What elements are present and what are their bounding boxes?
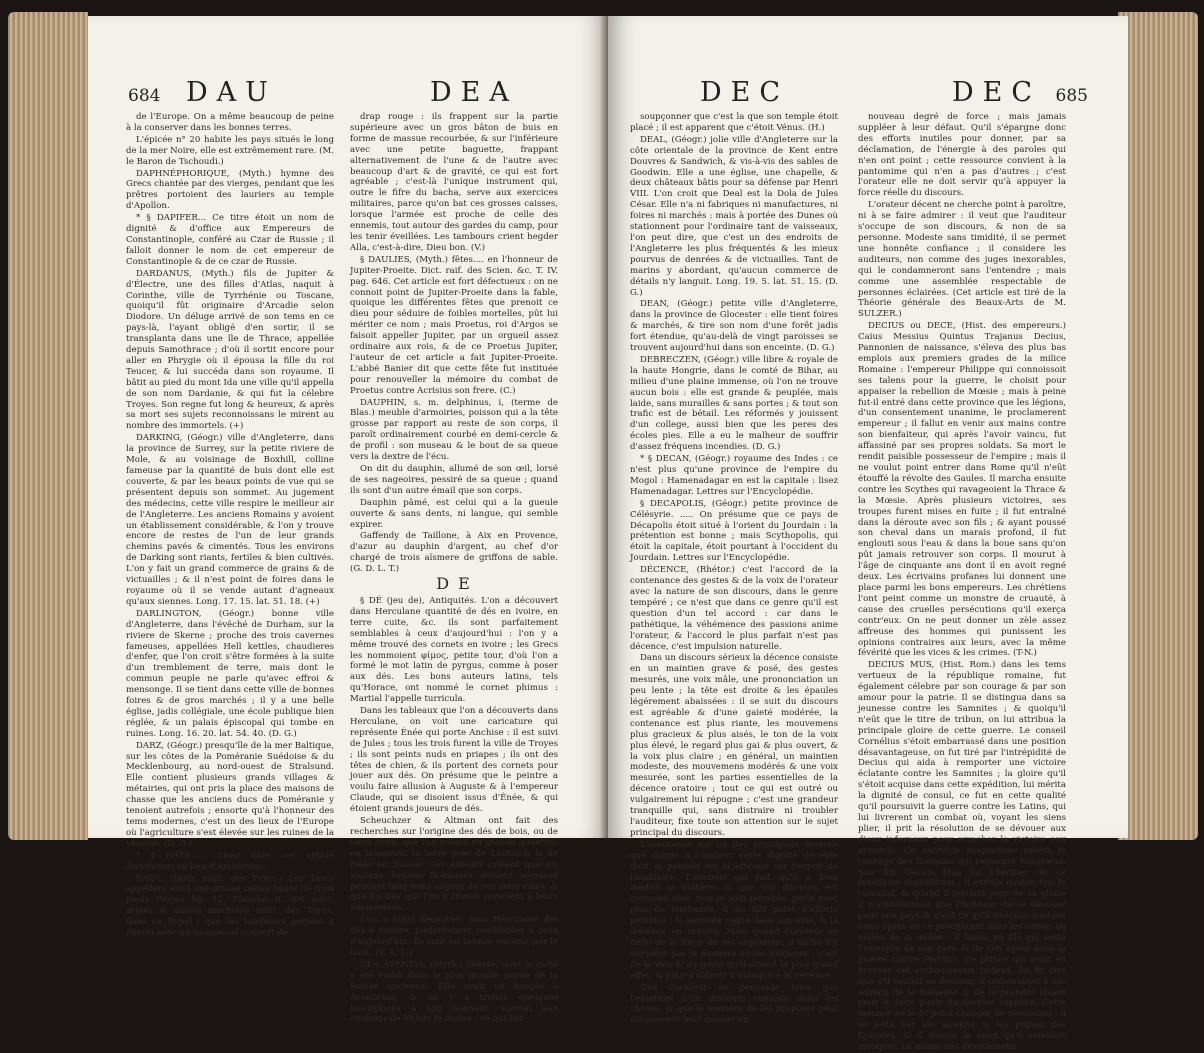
entry-paragraph: DARZ, (Géogr.) presqu'île de la mer Baltique, sur les côtes de la Poméranie Suédoise & du Mecklenbourg, au nord-ouest de Stralsund. Elle contient plusieurs grands villages & métairies, qui ont pris la place des maisons de chasse que les anciens ducs de Poméranie y tenoient autrefois ; ensorte qu'à l'honneur des tems modernes, c'est un des lieux de l'Europe où l'agriculture s'est élevée sur les ruines de la vénerie. (D. G.) — [126, 740, 334, 849]
entry-paragraph: DEAN, (Géogr.) petite ville d'Angleterre, dans la province de Glocester : elle tient foires & marchés, & tire son nom d'une forêt jadis fort étendue, qu'au-delà de vingt paroisses se trouvent aujourd'hui dans son enceinte. (D. G.) — [630, 299, 838, 354]
left-page-number: 684 — [128, 86, 161, 106]
entry-paragraph: * § DAPIFER... Ce titre étoit un nom de dignité & d'office aux Empereurs de Constantinople, conféré au Czar de Russie ; il falloit donner le nom de cet empereur de Constantinople & de ce czar de Russie. — [126, 213, 334, 267]
left-column-a — [126, 112, 334, 939]
open-book — [8, 6, 1198, 1053]
entry-paragraph: DARLINGTON, (Géogr.) bonne ville d'Angleterre, dans l'évêché de Durham, sur la riviere de Skerne ; proche des trois cavernes fameuses, appellées Hell kettles, chaudieres d'enfer, que l'on croit s'être formées à la suite d'un tremblement de terre, mais dont le commun peuple ne parle qu'avec effroi & mensonge. Il se tient dans cette ville de bonnes foires & de gros marchés ; il y a une belle église, jadis collégiale, une école publique bien réglée, & un palais épiscopal qui tombe en ruines. Long. 16. 20. lat. 54. 40. (D. G.) — [126, 608, 334, 739]
entry-paragraph: L'on a aussi découvert dans Herculane des dés à coudre, parfaitement semblables à ceux d'aujourd'hui, ils sont en bronze ouverts par le bout. (V. A. L.) — [350, 915, 558, 958]
entry-paragraph: drap rouge : ils frappent sur la partie supérieure avec un gros bâton de buis en forme de massue recourbée, & sur l'inférieure avec une petite baguette, frappant alternativement de l'une & de l'autre avec beaucoup d'art & de gravité, ce qui est fort agréable ; c'est-là l'unique instrument qui, outre le fifre du bacha, serve aux exercices militaires, parce qu'on bat ces grosses caisses, lorsque l'armée est proche de celle des ennemis, tout autour des gardes du camp, pour les tenir éveillées. Les tambours crient hegder Alla, c'est-à-dire, Dieu bon. (V.) — [350, 112, 558, 253]
left-running-head — [128, 68, 578, 108]
entry-paragraph: Scheuchzer & Altman ont fait des recherches sur l'origine des dés de bois, ou de terre cuite, que l'on trouve en grande quantité, en labourant la terre près de Lentzach & de Bade en Suisse. Ces auteurs croient que les anciens légions Romaines avoient séjourné pendant long-tems auprès de ces deux villes, & que les dés que l'on y trouve servoient à leurs amusemens. — [350, 816, 558, 914]
entry-paragraph: DEBRECZEN, (Géogr.) ville libre & royale de la haute Hongrie, dans le comté de Bihar, au milieu d'une plaine immense, où l'on ne trouve aucun bois : elle est grande & peuplée, mais laide, sans murailles & sans portes ; & tout son trafic est de bétail. Les réformés y jouissent d'un college, aussi bien que les peres des écoles pies. Elle a eu le malheur de souffrir d'assez fréquens incendies. (D. G.) — [630, 354, 838, 453]
section-heading-d: D E — [436, 574, 472, 594]
right-headword-2: DEC — [952, 77, 1042, 108]
entry-paragraph: Dans les tableaux que l'on a découverts dans Herculane, on voit une caricature qui représente Énée qui porte Anchise : il est suivi de Jules ; tous les trois furent la ville de Troyes ; ils sont peints nuds en priapes ; ils ont des têtes de chien, & ils portent des cornets pour jouer aux dés. On présume que le peintre a voulu faire allusion à Auguste & à l'empereur Claude, qui se disoient issus d'Énée, & qui étoient grands joueurs de dés. — [350, 706, 558, 815]
left-fore-edge — [8, 12, 88, 840]
entry-paragraph: Dans un discours sérieux la décence consiste en un maintien grave & posé, des gestes mesurés, une voix mâle, une prononciation un peu lente ; la tête est droite & les épaules légérement abaissées : il se suit du discours est agréable & d'une gaieté modérée, la contenance est plus riante, les mouvemens plus gracieux & plus aisés, le ton de la voix plus élevé, le regard plus gai & plus ouvert, & la voix plus claire ; en général, un maintien modeste, des mouvemens modérés & une voix mesurée, sont les parties essentielles de la décence oratoire ; tout ce qui est outré ou vulgairement lui répugne ; c'est une grandeur tranquille qui, sans distraire ni troubler l'auditeur, fixe toute son attention sur le sujet principal du discours. — [630, 653, 838, 838]
entry-paragraph: § DÉ (jeu de), Antiquités. L'on a découvert dans Herculane quantité de dés en ivoire, en terre cuite, &c. ils sont parfaitement semblables à ceux d'aujourd'hui : l'on y a même trouvé des cornets en ivoire ; les Grecs les nommoient φίμος, petite tour, d'où l'on a formé le mot latin de pyrgus, comme à poser aux dés. Les bons auteurs latins, tels qu'Horace, ont nommé le cornet phimus : Martial l'appelle turricula. — [350, 595, 558, 705]
entry-paragraph: § DECAPOLIS, (Géogr.) petite province de Célésyrie. ..... On présume que ce pays de Décapolis étoit situé à l'orient du Jourdain : la prétention est bonne ; mais Scythopolis, qui étoit la capitale, étoit pourtant à l'occident du Jourdain. Lettres sur l'Encyclopédie. — [630, 498, 838, 564]
entry-paragraph: Gaffendy de Taillone, à Aix en Provence, d'azur au dauphin d'argent, au chef d'or chargé de trois aïsmere de griffons de sable. (G. D. L. T.) — [350, 531, 558, 575]
right-page — [608, 16, 1128, 1053]
left-headword-1: DAU — [186, 77, 277, 108]
entry-paragraph: DARKING, (Géogr.) ville d'Angleterre, dans la province de Surrey, sur la petite riviere de Mole, & au voisinage de Boxhill, colline fameuse par la quantité de buis dont elle est couverte, & par les beaux points de vue qui se présentent depuis son sommet. Au jugement des médecins, cette ville respire le meilleur air de l'Angleterre. Les anciens Romains y avoient un établissement considérable, & l'on y trouve encore de restes de l'un de leur grands chemins pavés & cimentés. Tous les environs de Darking sont riants, fertiles & bien cultivés. L'on y fait un grand commerce de grains & de victuailles ; & il n'est point de foires dans le royaume où il se vende autant d'agneaux qu'aux siennes. Long. 17. 15. lat. 51. 18. (+) — [126, 433, 334, 607]
entry-paragraph: DEAL, (Géogr.) jolie ville d'Angleterre sur la côte orientale de la province de Kent entre Douvres & Sandwich, & vis-à-vis des sables de Goodwin. Elle a une église, une chapelle, & deux châteaux bâtis pour sa défense par Henri VIII. L'on croit que Deal est la Dola de Jules César. Elle n'a ni fabriques ni manufactures, ni foires ni marchés : mais à portée des Dunes où stationnent pour l'ordinaire tant de vaisseaux, l'on peut dire, que c'est un des endroits de l'Angleterre les plus fréquentés & les mieux pourvus de denrées & de victuailles. Tant de marins y abordant, qu'aucun commerce de détails n'y languit. Long. 19. 5. lat. 51. 15. (D. G.) — [630, 134, 838, 298]
left-column-b — [350, 112, 558, 1025]
right-column-b — [858, 112, 1066, 1053]
right-fore-edge — [1118, 12, 1198, 840]
entry-paragraph: On dit du dauphin, allumé de son œil, lorsé de ses nageoires, pessiré de sa queue ; quand ils sont d'un autre émail que son corps. — [350, 464, 558, 496]
right-running-head — [630, 68, 1088, 108]
entry-paragraph: § DAULIES, (Myth.) fêtes.... en l'honneur de Jupiter-Proeite. Dict. raif. des Scien. &c. T. IV. pag. 646. Cet article est fort défectueux : on ne connoit point de Jupiter-Proeite dans la fable, quoique les différentes fêtes que prenoit ce dieu pour séduire de foibles mortelles, pût lui mériter ce nom ; mais Proetus, roi d'Argos se faisoit appeller Jupiter, par un orgueil assez ordinaire aux rois, & de ce Proetus Jupiter, l'auteur de cet article a fait Jupiter-Proeite. L'abbé Banier dit que cette fête fut instituée pour renouveller la mémoire du combat de Proetus contre Acrisius son frere. (C.) — [350, 254, 558, 396]
entry-paragraph: nouveau degré de force ; mais jamais suppléer à leur défaut. Qu'il s'épargne donc des efforts inutiles pour donner, par sa déclamation, de l'énergie à des paroles qui n'en ont point ; cette ressource convient à la pantomime qui n'en a pas d'autres ; c'est l'orateur elle ne doit servir qu'à appuyer la force réelle du discours. — [858, 112, 1066, 199]
entry-paragraph: DÉCENCE, (Rhétor.) c'est l'accord de la contenance des gestes & de la voix de l'orateur avec la nature de son discours, dans le genre tempéré ; ce n'est que dans ce genre qu'il est question d'un tel accord : car dans le pathétique, la véhémence des passions anime l'orateur, & l'accord le plus parfait n'est pas décence, c'est impulsion naturelle. — [630, 565, 838, 652]
entry-paragraph: de l'Europe. On a même beaucoup de peine à la conserver dans les bonnes terres. — [126, 112, 334, 133]
entry-paragraph: Dauphin pâmé, est celui qui a la gueule ouverte & sans dents, ni langue, qui semble expirer. — [350, 497, 558, 530]
entry-paragraph: L'orateur décent ne cherche point à paroître, ni à se faire admirer : il veut que l'auditeur s'occupe de son discours, & non de sa personne. Modeste sans timidité, il se permet une honnête confiance ; il considere les auditeurs, non comme des juges inexorables, qui le condamneront sans l'entendre ; mais comme une assemblée respectable de personnes éclairées. (Cet article est tiré de la Théorie générale des Beaux-Arts de M. SULZER.) — [858, 200, 1066, 320]
entry-paragraph: DARDANUS, (Myth.) fils de Jupiter & d'Électre, une des filles d'Atlas, naquit à Corinthe, ville de Tyrrhénie ou Toscane, quoiqu'il fût originaire d'Arcadie selon Diodore. Un déluge arrivé de son tems en ce pays-là, l'ayant obligé d'en sortir, il se transplanta dans une île de Thrace, appellée depuis Samothrace ; d'où il sortit encore pour aller en Phrygie où il épousa la fille du roi Teucer, & lui succéda dans son royaume. Il bâtit au pied du mont Ida une ville qu'il appella de son nom Dardanie, & qui fut la célebre Troyes. Son regne fut long & heureux, & après sa mort ses sujets reconnoissans le mirent au nombre des immortels. (+) — [126, 268, 334, 432]
right-page-number: 685 — [1055, 86, 1088, 106]
entry-paragraph: soupçonner que c'est la que son temple étoit placé ; il est apparent que c'étoit Vénus. (H.) — [630, 112, 838, 133]
entry-paragraph: DAUPHIN, s. m. delphinus, i, (terme de Blas.) meuble d'armoiries, poisson qui a la tête grosse par rapport au reste de son corps, il paroît ordinairement courbé en demi-cercle & de profil : son museau & le bout de sa queue vers la dextre de l'écu. — [350, 397, 558, 463]
right-column-a — [630, 112, 838, 1026]
entry-paragraph: DECIUS MUS, (Hist. Rom.) dans les tems vertueux de la république romaine, fut également célebre par son courage & par son amour pour la patrie. Il se distingua dans sa jeunesse contre les Samnites ; & quoiqu'il n'eût que le titre de tribun, on lui attribua la principale gloire de cette guerre. Le conseil Cornélius s'étoit embarrassé dans une position désavantageuse, on fut tiré par l'intrépidité de Decius qui aida à remporter une victoire éclatante contre les Samnites ; la gloire qu'il s'étoit acquise dans cette expédition, lui mérita la dignité de consul, ce fut en cette qualité qu'il poursuivit la guerre contre les Latins, qui lui livrerent un combat où, voyant les siens plier, il prit la résolution de se dévouer aux dieux infernaux pour arracher la victoire aux ennemis. Ce sacrifice magnanime releva le courage des Romains qui resterent victorieux. Son fils Decius Mus fut l'héritier de ce fanatisme républicain : il exerça quatre fois le consulat, & quand il pouvoit jouir de sa gloire il n'ambitionnoit que l'honneur de se dévouer pour son pays & c'eût ce qu'il exécuta quelque tems après en se précipitant dans les armes au milieu de la mêlée : il laissa un fils qui imita l'exemple de son pere & de son ayeul dans la guerre contre Pyrrhus. Ce prince qui avoit en horreur cet enthousiasme furieux, lui fit dire que s'il vouloit se dévouer, il ordonneroit à ses soldats de le ménager & de le prendre vivant pour le faire punir du dernier supplice. Cette menace ne le fit point changer de résolution ; il se jetta sur les javelots & les piques des Epirotes, & il trouva la mort qu'il sembloit invoquer. La manie des dévouemens — [858, 660, 1066, 1053]
entry-paragraph: DECIUS ou DECE, (Hist. des empereurs.) Caius Messius Quintus Trajanus Decius, Pannonien de naissance, s'éleva des plus bas emplois aux premiers grades de la milice Romaine : l'empereur Philippe qui connoissoit ses talens pour la guerre, le choisit pour appaiser la rebellion de Mœsie ; mais à peine fut-il entré dans cette province que les légions, d'un consentement unanime, le proclamerent empereur ; il fallut en venir aux mains contre son bienfaiteur, qui après l'avoir vaincu, fut affassiné par ses propres soldats. Sa mort le rendit paisible possesseur de l'empire ; mais il ne voulut point entrer dans Rome qu'il n'eût étouffé la révolte des Gaules. Il marcha ensuite contre les Scythes qui ravageoient la Thrace & la Mœsie. Après plusieurs victoires, ses troupes furent mises en fuite ; il fut entraîné dans la déroute avec son fils ; & ayant poussé son cheval dans un marais profond, il fut englouti sous l'eau & dans la boue sans qu'on pût jamais retrouver son corps. Il mourut à l'âge de cinquante ans dont il en avoit regné deux. Les écrivains profanes lui donnent une place parmi les bons empereurs. Les chrétiens l'ont peint comme un monstre de cruauté, à cause des cruelles persécutions qu'il exerça contr'eux. On ne peut donner un zèle assez affreuse des hommes qui punissent les opinions contraires aux leurs, avec la même févérité que les vices & les crimes. (T-N.) — [858, 321, 1066, 659]
right-headword-1: DEC — [700, 77, 790, 108]
entry-paragraph: L'épicée n° 20 habite les pays situés le long de la mer Noire, elle est extrêmement rare. (M. le Baron de Tschoudi.) — [126, 134, 334, 167]
entry-paragraph: DAPHNÉPHORIQUE, (Myth.) hymne des Grecs chantée par des vierges, pendant que les prêtres portoient des lauriers au temple d'Apollon. — [126, 168, 334, 212]
entry-paragraph: DEA AVENTIA, (Myth.) déesse, dont le culte a été établi dans la plus grande partie de la Suisse ancienne. Elle avoit un temple à Aventicum, & on y a trouvé quelques inscriptions à son honneur, surtout aux environs de Villars le moine ; ce qui fait — [350, 959, 558, 1025]
entry-paragraph: DAUL, (Instr. milit. des Turcs.) Les Turcs appellent ainsi une grosse caisse haute de trois pieds (Voyez fig. 11, Planche II, Art milit. armes & autres machines milit. des Turcs, dans ce Suppl.) que les tambours portent à cheval avec un hausse-col couvert de — [126, 873, 334, 939]
entry-paragraph: L'assurance est un des principaux moyens que donne à l'orateur cette dignité décente dont le pouvoir est si efficace sur l'esprit de l'auditoire. L'orateur qui fait qu'il a bien médité sa matiere, & que son discours est composé avec tout le soin possible, parle avec plus de confiance, il ne fait point d'efforts pénibles ; la sérénité regne dans son ame, & la décence en résulte. Mais quand l'orateur se défie de la force de ses argumens, il tâche d'y suppléer par la maniere de les proposer ; c'est de la voix & du geste qu'il attend le plus grand effet, & pour s'obtenir il manque à la décence. — [630, 839, 838, 981]
left-page — [88, 16, 608, 1025]
entry-paragraph: Que l'orateur se persuade bien que l'essentiel d'un discours consiste dans les choses, & que la maniere de les proposer peut simplement leur donner un — [630, 982, 838, 1026]
left-headword-2: DEA — [430, 77, 518, 108]
entry-paragraph: * § DATE...... Lisez dans cet article Amydanius au lieu d'Amidonius. — [126, 850, 334, 872]
entry-paragraph: * § DECAN, (Géogr.) royaume des Indes : ce n'est plus qu'une province de l'empire du Mogol : Hamenadagar en est la capitale : lisez Hamenadagar. Lettres sur l'Encyclopédie. — [630, 454, 838, 497]
